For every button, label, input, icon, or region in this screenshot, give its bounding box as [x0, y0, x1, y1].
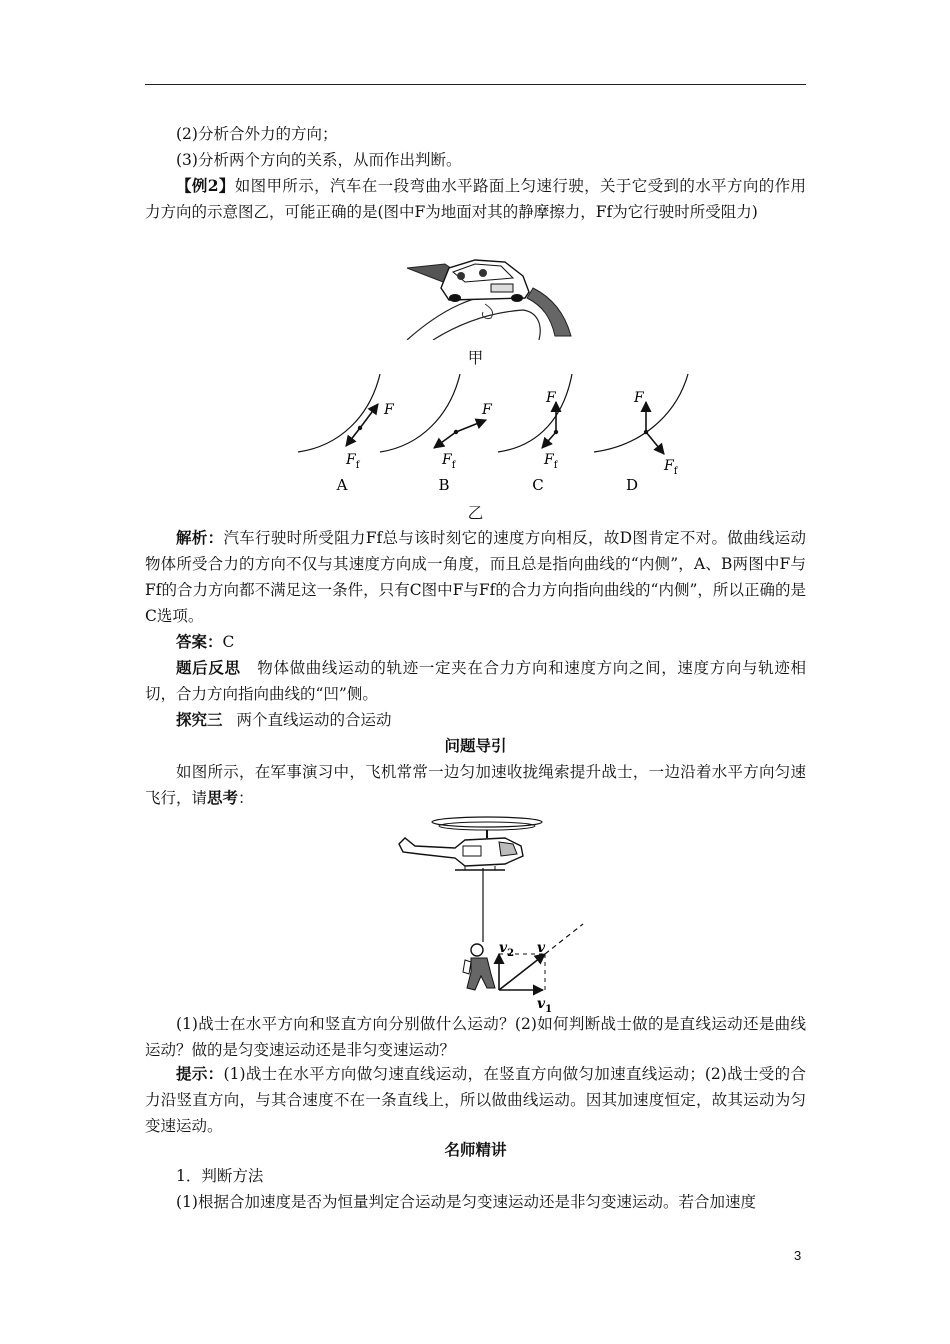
label-v: v	[537, 940, 546, 956]
svg-text:v2	[499, 940, 514, 959]
option-a: A	[336, 476, 348, 494]
guide-text: 如图所示，在军事演习中，飞机常常一边匀加速收拢绳索提升战士，一边沿着水平方向匀速飞行，请	[145, 763, 806, 807]
answer	[145, 629, 806, 655]
svg-text:v1	[537, 996, 552, 1012]
label-ff-a: F	[346, 452, 356, 468]
curve-c	[498, 374, 572, 452]
figure-jia-car	[405, 248, 577, 340]
step-2: (2)分析合外力的方向；	[176, 125, 338, 143]
svg-text:Ff	[543, 452, 559, 471]
hint	[145, 1061, 806, 1139]
label-f-a: F	[384, 402, 394, 418]
example-label: 【例2】	[176, 176, 235, 195]
force-ff-a	[346, 428, 360, 446]
force-f-b	[456, 420, 486, 432]
label-ff-sub-c: f	[553, 460, 558, 471]
v-extension-dashed	[545, 924, 583, 954]
force-ff-c	[542, 432, 556, 448]
svg-text:Ff	[441, 452, 457, 471]
label-ff-b: F	[442, 452, 452, 468]
step-3: (3)分析两个方向的关系，从而作出判断。	[176, 151, 462, 169]
guide-think: 思考	[207, 788, 239, 807]
example-2	[145, 173, 806, 225]
explore-3-label: 探究三	[176, 710, 223, 729]
question: (1)战士在水平方向和竖直方向分别做什么运动？(2)如何判断战士做的是直线运动还是曲线运动？做的是匀变速运动还是非匀变速运动？	[145, 1015, 806, 1059]
label-ff-sub-b: f	[451, 460, 456, 471]
label-f-b: F	[482, 402, 492, 418]
svg-text:Ff	[345, 452, 361, 471]
road-inner-edge	[433, 310, 540, 340]
road-curb-right	[527, 288, 571, 336]
analysis-text: 汽车行驶时所受阻力Ff总与该时刻它的速度方向相反，故D图肯定不对。做曲线运动物体所受合力的方向不仅与其速度方向成一角度，而且总是指向曲线的“内侧”，A、B两图中F与Ff的合力方向都不满足这一条件，只有C图中F与Ff的合力方向指向曲线的“内侧”，所以正确的是C选项。	[145, 529, 806, 625]
force-ff-b	[434, 432, 456, 448]
method-title: 1．判断方法	[176, 1167, 264, 1185]
hint-label: 提示：	[176, 1064, 224, 1083]
diagram-c	[498, 374, 572, 494]
vector-v	[499, 954, 545, 990]
figure-helicopter	[395, 812, 595, 1012]
option-d: D	[625, 476, 639, 494]
label-ff-sub-a: f	[355, 460, 360, 471]
label-ff-sub-d: f	[673, 466, 678, 477]
figure-yi-force-diagrams	[290, 366, 690, 502]
helicopter-icon	[399, 817, 542, 870]
label-ff-d: F	[664, 458, 674, 474]
analysis	[145, 525, 806, 629]
option-c: C	[532, 476, 544, 494]
label-v1-sub: 1	[545, 1004, 553, 1012]
method-text: (1)根据合加速度是否为恒量判定合运动是匀变速运动还是非匀变速运动。若合加速度	[176, 1193, 756, 1211]
option-b: B	[438, 476, 450, 494]
guide-heading: 问题导引	[444, 736, 507, 755]
explore-3	[145, 707, 806, 733]
curve-d	[594, 374, 688, 452]
answer-value: C	[222, 633, 235, 651]
reflection-text: 物体做曲线运动的轨迹一定夹在合力方向和速度方向之间，速度方向与轨迹相切，合力方向指向曲线的“凹”侧。	[145, 659, 806, 703]
curve-a	[298, 374, 380, 452]
hint-text: (1)战士在水平方向做匀速直线运动，在竖直方向做匀加速直线运动；(2)战士受的合力沿竖直方向，与其合速度不在一条直线上，所以做曲线运动。因其加速度恒定，故其运动为匀变速运动。	[145, 1065, 806, 1135]
diagram-a	[298, 374, 395, 494]
lecture-heading: 名师精讲	[444, 1140, 507, 1159]
soldier-icon	[463, 944, 495, 990]
label-v2: v	[499, 940, 508, 956]
guide-paragraph	[145, 759, 806, 811]
header-rule	[145, 84, 806, 85]
example-text: 如图甲所示，汽车在一段弯曲水平路面上匀速行驶，关于它受到的水平方向的作用力方向的示意图乙，可能正确的是(图中F为地面对其的静摩擦力，Ff为它行驶时所受阻力)	[145, 177, 806, 221]
label-v2-sub: 2	[507, 948, 515, 959]
diagram-d	[594, 374, 688, 494]
force-f-a	[360, 404, 378, 428]
diagram-b	[380, 374, 493, 494]
label-ff-c: F	[544, 452, 554, 468]
label-f-c: F	[546, 390, 556, 406]
analysis-label: 解析：	[176, 528, 224, 547]
label-f-d: F	[634, 390, 644, 406]
reflection-label: 题后反思	[176, 658, 241, 677]
caption-yi: 乙	[467, 504, 484, 522]
force-ff-d	[646, 432, 664, 454]
car-icon	[441, 260, 529, 319]
page-number: 3	[794, 1248, 802, 1263]
svg-text:Ff	[663, 458, 679, 477]
explore-3-title: 两个直线运动的合运动	[236, 711, 392, 729]
reflection	[145, 655, 806, 707]
label-v1: v	[537, 996, 546, 1012]
answer-label: 答案：	[176, 632, 223, 651]
guide-colon: ：	[238, 789, 254, 807]
caption-jia: 甲	[467, 349, 484, 367]
